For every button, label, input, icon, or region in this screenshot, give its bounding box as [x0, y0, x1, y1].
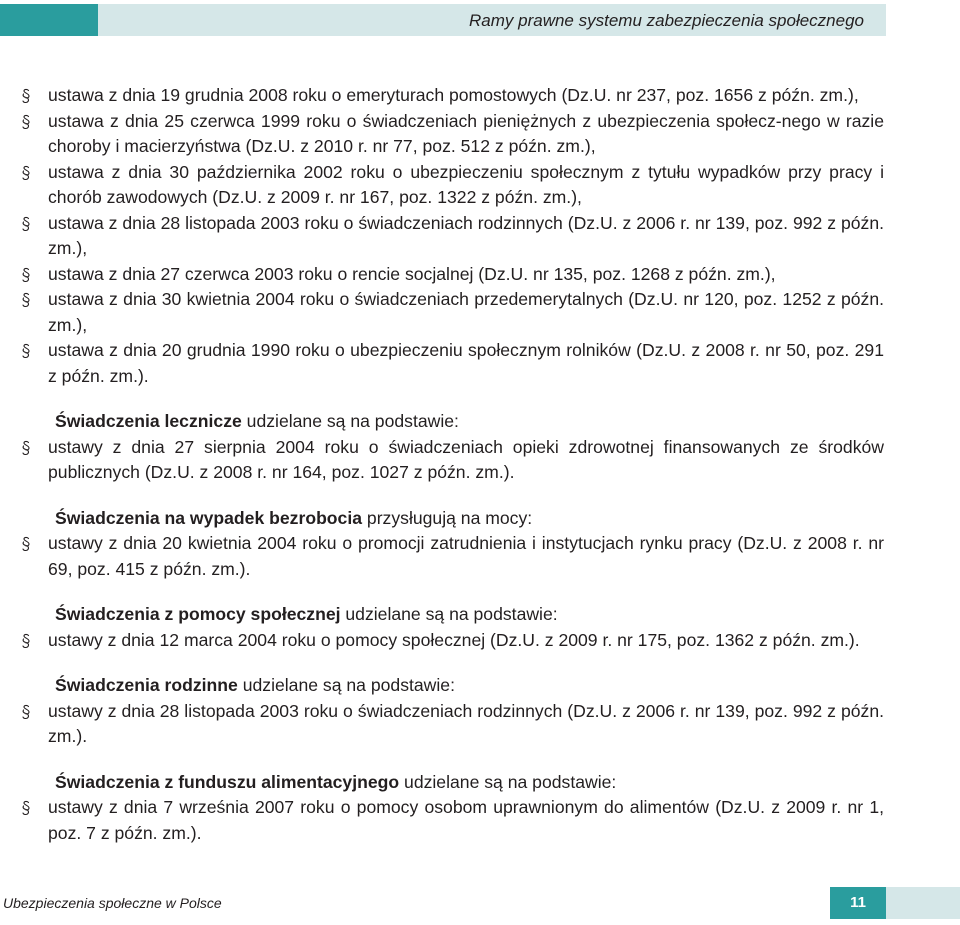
header-band — [98, 4, 886, 36]
section-heading-bold: Świadczenia z funduszu alimentacyjnego — [55, 771, 400, 792]
section-heading — [0, 602, 960, 628]
legal-act-text: ustawa z dnia 30 kwietnia 2004 roku o świadczeniach przedemerytalnych (Dz.U. nr 120, poz. 1252 z późn. zm.), — [48, 289, 884, 335]
section-sign-bullet-icon — [20, 343, 32, 359]
header-accent-block — [0, 4, 98, 36]
legal-act-text: ustawa z dnia 19 grudnia 2008 roku o emeryturach pomostowych (Dz.U. nr 237, poz. 1656 z późn. zm.), — [48, 85, 859, 105]
legal-act-item — [0, 211, 960, 262]
section-sign-bullet-icon — [20, 292, 32, 308]
section-sign-bullet-icon — [20, 88, 32, 104]
legal-act-text: ustawa z dnia 27 czerwca 2003 roku o rencie socjalnej (Dz.U. nr 135, poz. 1268 z późn. zm.), — [48, 263, 776, 284]
section-sign-bullet-icon — [20, 800, 32, 816]
legal-act-text: ustawy z dnia 12 marca 2004 roku o pomocy społecznej (Dz.U. z 2009 r. nr 175, poz. 1362 z późn. zm.). — [48, 629, 860, 650]
section-heading — [0, 409, 960, 435]
legal-act-text: ustawy z dnia 27 sierpnia 2004 roku o świadczeniach opieki zdrowotnej finansowanych ze środków publicznych (Dz.U. z 2008 r. nr 164, poz. 1027 z późn. zm.). — [48, 436, 884, 482]
section-heading-bold: Świadczenia na wypadek bezrobocia — [55, 507, 363, 528]
legal-acts-list — [0, 83, 960, 389]
section-heading — [0, 673, 960, 699]
legal-act-text: ustawy z dnia 20 kwietnia 2004 roku o promocji zatrudnienia i instytucjach rynku pracy (Dz.U. z 2008 r. nr 69, poz. 415 z późn. zm.). — [48, 533, 884, 579]
section-heading-rest: udzielane są na podstawie: — [237, 675, 455, 695]
section-heading — [0, 506, 960, 532]
page-number: 11 — [830, 887, 886, 919]
legal-act-text: ustawy z dnia 7 września 2007 roku o pomocy osobom uprawnionym do alimentów (Dz.U. z 2009 r. nr 1, poz. 7 z późn. zm.). — [48, 797, 884, 843]
section-heading-rest: przysługują na mocy: — [362, 507, 533, 528]
section-sign-bullet-icon — [20, 267, 32, 283]
legal-act-item — [0, 160, 960, 211]
section-sign-bullet-icon — [20, 114, 32, 130]
legal-act-item — [0, 338, 960, 389]
legal-act-item — [0, 531, 960, 582]
section-sign-bullet-icon — [20, 216, 32, 232]
legal-act-item — [0, 699, 960, 750]
legal-act-item — [0, 435, 960, 486]
legal-act-text: ustawa z dnia 28 listopada 2003 roku o świadczeniach rodzinnych (Dz.U. z 2006 r. nr 139, poz. 992 z późn. zm.), — [48, 212, 884, 258]
legal-act-item — [0, 287, 960, 338]
section-heading-rest: udzielane są na podstawie: — [340, 604, 558, 624]
footer-band — [886, 887, 960, 919]
section-heading-bold: Świadczenia lecznicze — [55, 411, 242, 431]
section-sign-bullet-icon — [20, 633, 32, 649]
section-heading — [0, 770, 960, 796]
legal-act-item — [0, 795, 960, 846]
page-content — [0, 83, 960, 846]
section-heading-rest: udzielane są na podstawie: — [399, 771, 617, 792]
section-sign-bullet-icon — [20, 165, 32, 181]
legal-act-text: ustawy z dnia 28 listopada 2003 roku o świadczeniach rodzinnych (Dz.U. z 2006 r. nr 139, poz. 992 z późn. zm.). — [48, 700, 884, 746]
legal-act-text: ustawa z dnia 30 października 2002 roku o ubezpieczeniu społecznym z tytułu wypadków przy pracy i chorób zawodowych (Dz.U. z 2009 r. nr 167, poz. 1322 z późn. zm.), — [48, 161, 884, 207]
legal-act-item — [0, 109, 960, 160]
section-heading-bold: Świadczenia z pomocy społecznej — [55, 604, 341, 624]
footer-publication-title: Ubezpieczenia społeczne w Polsce — [3, 895, 222, 911]
legal-act-item — [0, 83, 960, 109]
benefit-sections — [0, 409, 960, 846]
legal-act-item — [0, 628, 960, 654]
legal-act-text: ustawa z dnia 20 grudnia 1990 roku o ubezpieczeniu społecznym rolników (Dz.U. z 2008 r. nr 50, poz. 291 z późn. zm.). — [48, 340, 884, 386]
legal-act-item — [0, 262, 960, 288]
section-sign-bullet-icon — [20, 704, 32, 720]
running-header-title: Ramy prawne systemu zabezpieczenia społecznego — [469, 11, 864, 30]
section-sign-bullet-icon — [20, 440, 32, 456]
legal-act-text: ustawa z dnia 25 czerwca 1999 roku o świadczeniach pieniężnych z ubezpieczenia społecz-nego w razie choroby i macierzyństwa (Dz.U. z 2010 r. nr 77, poz. 512 z późn. zm.), — [48, 110, 884, 156]
section-heading-bold: Świadczenia rodzinne — [55, 675, 238, 695]
section-heading-rest: udzielane są na podstawie: — [241, 411, 459, 431]
section-sign-bullet-icon — [20, 536, 32, 552]
